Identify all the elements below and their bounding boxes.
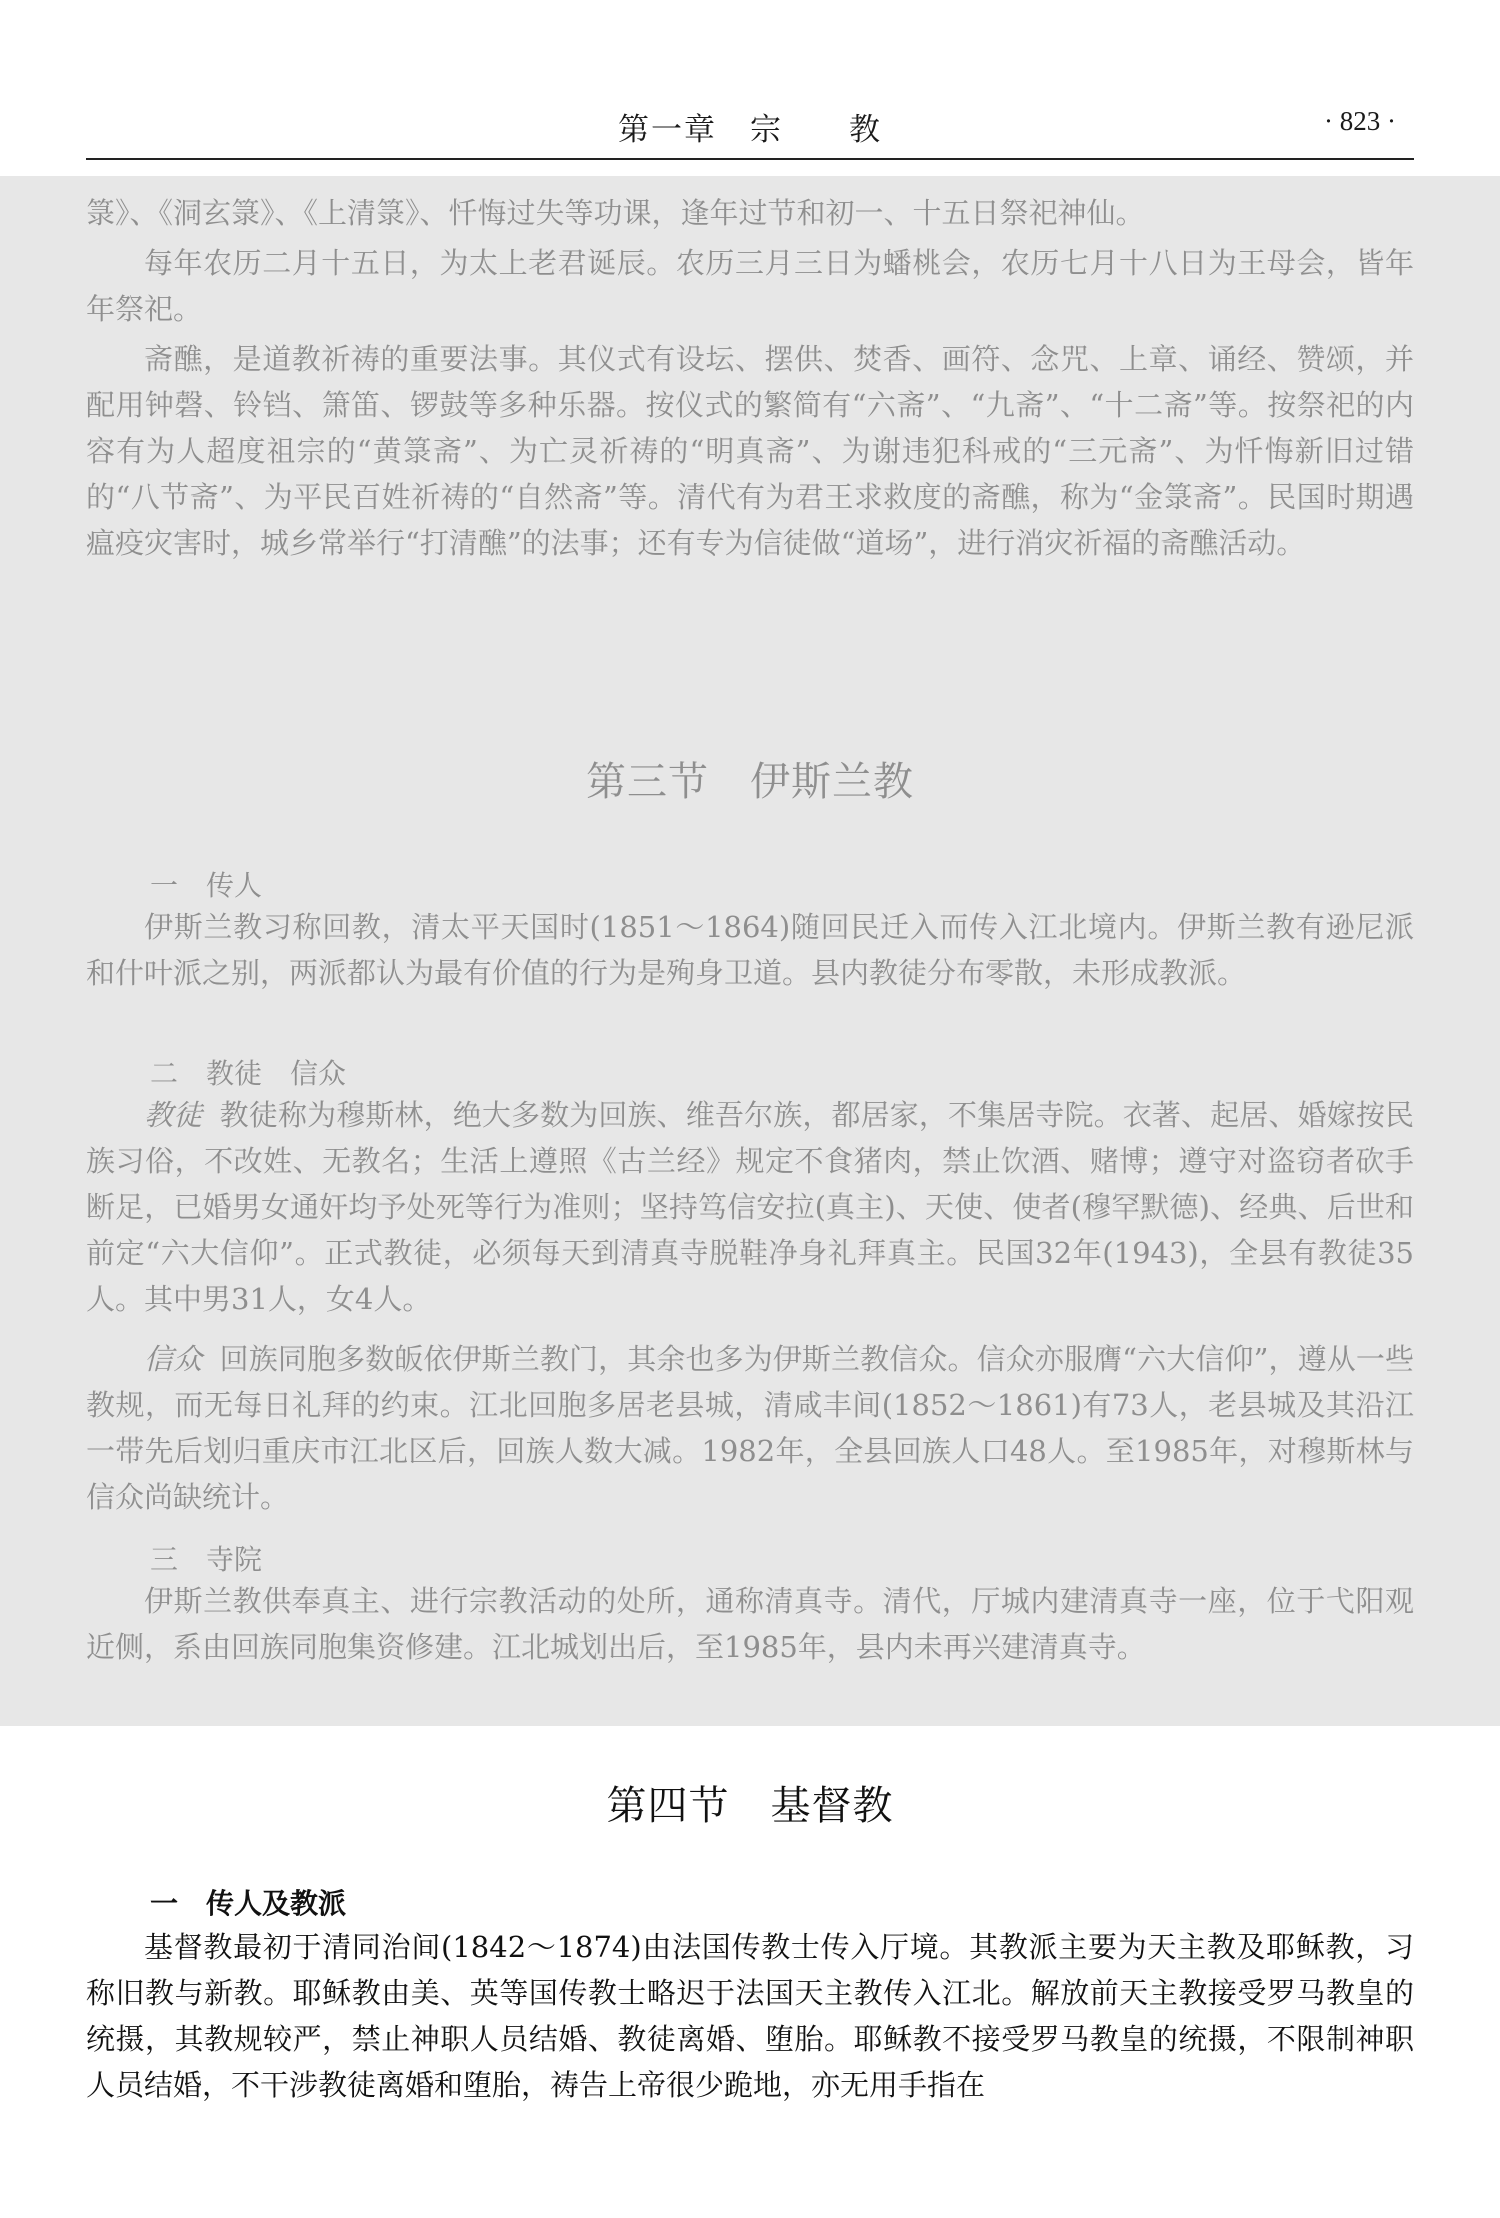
page-number: · 823 · [1324, 106, 1396, 136]
islam-followers-paragraph [86, 1336, 1414, 1520]
followers-text: 回族同胞多数皈依伊斯兰教门，其余也多为伊斯兰教信众。信众亦服膺“六大信仰”，遵从一些教规，而无每日礼拜的约束。江北回胞多居老县城，清咸丰间(1852～1861)有73人，老县城及其沿江一带先后划归重庆市江北区后，回族人数大减。1982年，全县回族人口48人。至1985年，对穆斯林与信众尚缺统计。 [86, 1342, 1414, 1514]
believers-lead: 教徒 [144, 1098, 203, 1132]
followers-lead: 信众 [144, 1342, 203, 1376]
running-header [86, 96, 1414, 160]
christianity-subheading-1: 一 传人及教派 [150, 1887, 347, 1920]
islam-subheading-3: 三 寺院 [150, 1543, 263, 1576]
taoism-paragraph-1: 箓》、《洞玄箓》、《上清箓》、忏悔过失等功课，逢年过节和初一、十五日祭祀神仙。 [86, 196, 1145, 230]
chapter-title: 第一章 宗 教 [618, 112, 882, 148]
islam-believers-paragraph [86, 1092, 1414, 1322]
christianity-paragraph-1: 基督教最初于清同治间(1842～1874)由法国传教士传入厅境。其教派主要为天主教及耶稣教，习称旧教与新教。耶稣教由美、英等国传教士略迟于法国天主教传入江北。解放前天主教接受罗马教皇的统摄，其教规较严，禁止神职人员结婚、教徒离婚、堕胎。耶稣教不接受罗马教皇的统摄，不限制神职人员结婚，不干涉教徒离婚和堕胎，祷告上帝很少跪地，亦无用手指在 [86, 1930, 1414, 2102]
islam-subheading-1: 一 传人 [150, 869, 263, 902]
taoism-paragraph-2: 每年农历二月十五日，为太上老君诞辰。农历三月三日为蟠桃会，农历七月十八日为王母会，皆年年祭祀。 [86, 246, 1414, 326]
islam-paragraph-1: 伊斯兰教习称回教，清太平天国时(1851～1864)随回民迁入而传入江北境内。伊斯兰教有逊尼派和什叶派之别，两派都认为最有价值的行为是殉身卫道。县内教徒分布零散，未形成教派。 [86, 910, 1414, 990]
islam-paragraph-3: 伊斯兰教供奉真主、进行宗教活动的处所，通称清真寺。清代，厅城内建清真寺一座，位于弋阳观近侧，系由回族同胞集资修建。江北城划出后，至1985年，县内未再兴建清真寺。 [86, 1584, 1414, 1664]
believers-text: 教徒称为穆斯林，绝大多数为回族、维吾尔族，都居家，不集居寺院。衣著、起居、婚嫁按民族习俗，不改姓、无教名；生活上遵照《古兰经》规定不食猪肉，禁止饮酒、赌博；遵守对盗窃者砍手断足，已婚男女通奸均予处死等行为准则；坚持笃信安拉(真主)、天使、使者(穆罕默德)、经典、后世和前定“六大信仰”。正式教徒，必须每天到清真寺脱鞋净身礼拜真主。民国32年(1943)，全县有教徒35人。其中男31人，女4人。 [86, 1098, 1414, 1316]
islam-subheading-2: 二 教徒 信众 [150, 1057, 347, 1090]
section-title-islam: 第三节 伊斯兰教 [586, 759, 914, 805]
taoism-paragraph-3: 斋醮，是道教祈祷的重要法事。其仪式有设坛、摆供、焚香、画符、念咒、上章、诵经、赞颂，并配用钟磬、铃铛、箫笛、锣鼓等多种乐器。按仪式的繁简有“六斋”、“九斋”、“十二斋”等。按祭祀的内容有为人超度祖宗的“黄箓斋”、为亡灵祈祷的“明真斋”、为谢违犯科戒的“三元斋”、为忏悔新旧过错的“八节斋”、为平民百姓祈祷的“自然斋”等。清代有为君王求救度的斋醮，称为“金箓斋”。民国时期遇瘟疫灾害时，城乡常举行“打清醮”的法事；还有专为信徒做“道场”，进行消灾祈福的斋醮活动。 [86, 342, 1414, 560]
section-title-christianity: 第四节 基督教 [606, 1783, 894, 1829]
